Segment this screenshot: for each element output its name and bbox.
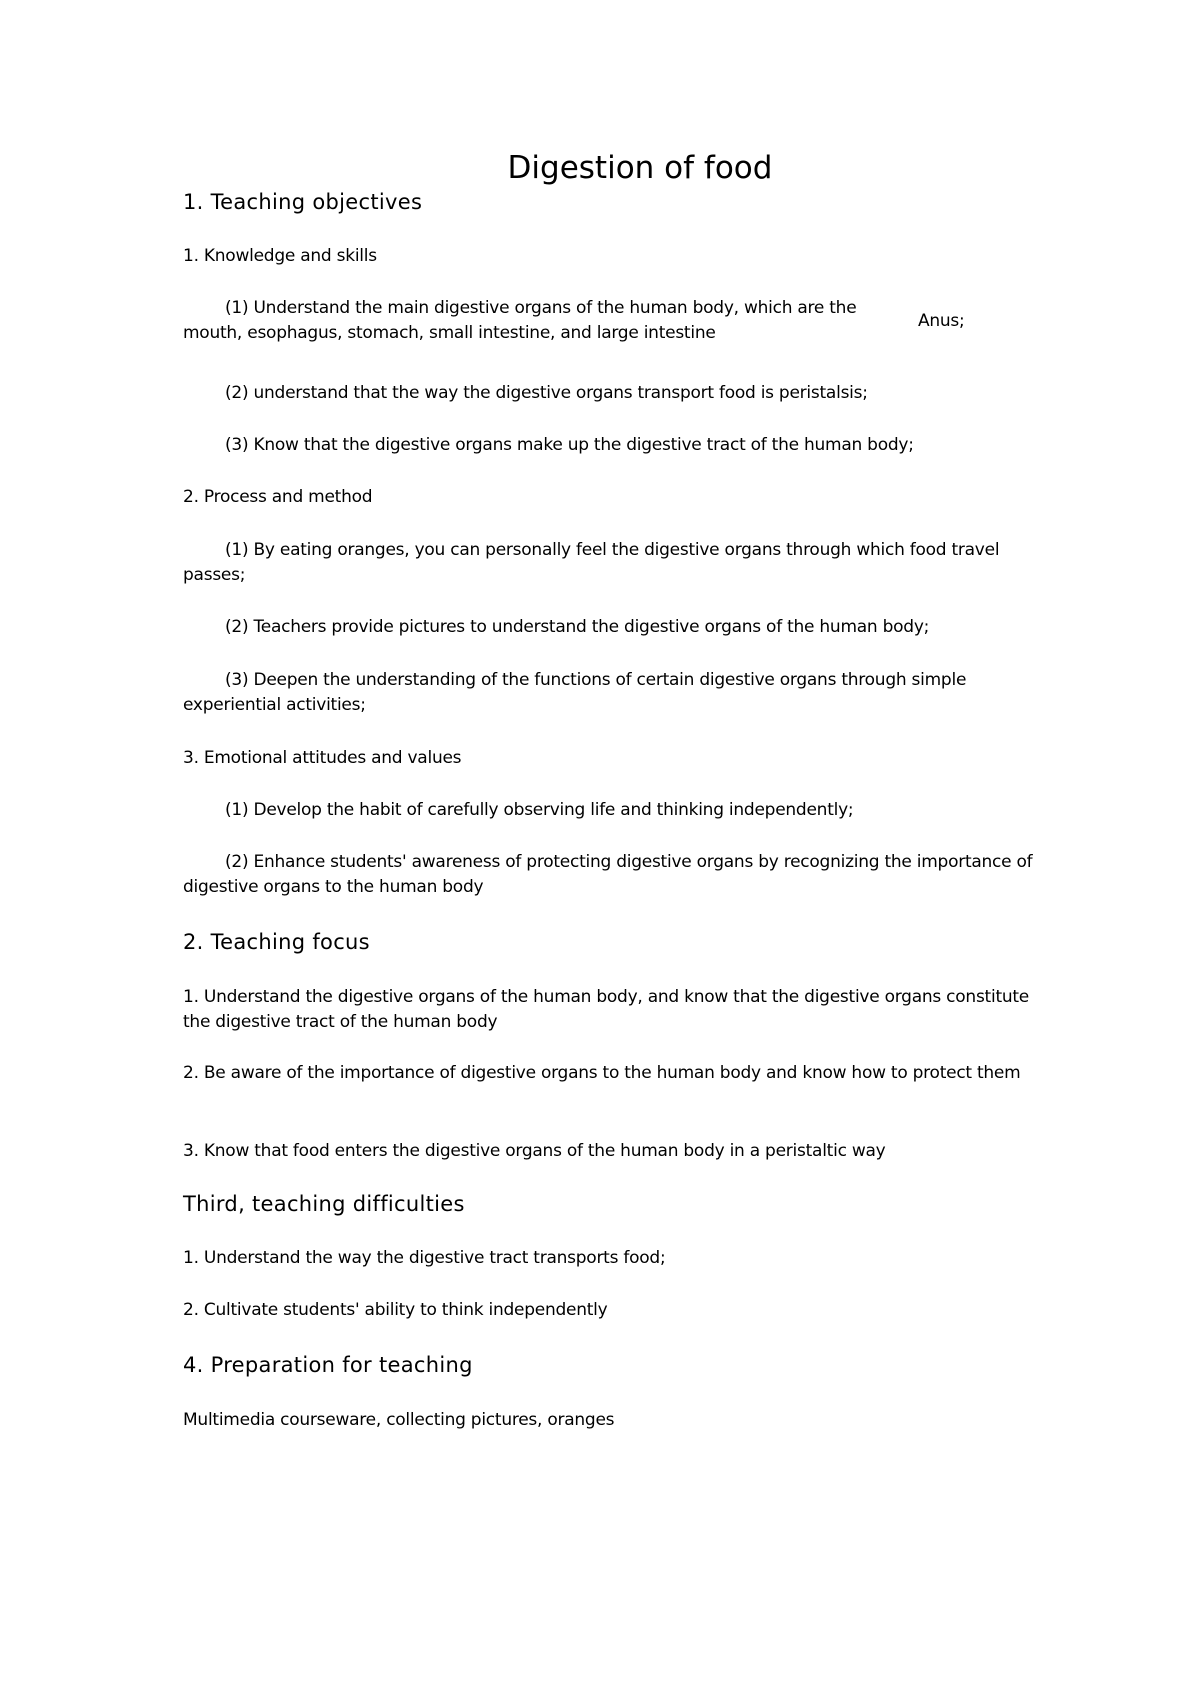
knowledge-side-note: Anus; — [918, 311, 965, 331]
section-heading-focus: 2. Teaching focus — [183, 930, 370, 954]
process-item-2: (2) Teachers provide pictures to understand the digestive organs of the human body; — [225, 617, 930, 637]
emotion-item-2: (2) Enhance students' awareness of protecting digestive organs by recognizing the importance of digestive organs to the human body — [183, 852, 1033, 897]
process-item-1: (1) By eating oranges, you can personally feel the digestive organs through which food travel passes; — [183, 540, 1000, 585]
section-heading-objectives: 1. Teaching objectives — [183, 190, 423, 214]
subheading-process: 2. Process and method — [183, 487, 373, 507]
page-title: Digestion of food — [507, 150, 773, 186]
subheading-emotion: 3. Emotional attitudes and values — [183, 748, 462, 768]
section-heading-difficulties: Third, teaching difficulties — [183, 1192, 465, 1216]
knowledge-item-3: (3) Know that the digestive organs make up the digestive tract of the human body; — [225, 435, 914, 455]
preparation-text: Multimedia courseware, collecting pictures, oranges — [183, 1410, 615, 1430]
knowledge-item-2: (2) understand that the way the digestive organs transport food is peristalsis; — [225, 383, 868, 403]
difficulty-item-2: 2. Cultivate students' ability to think independently — [183, 1300, 608, 1320]
section-heading-preparation: 4. Preparation for teaching — [183, 1353, 473, 1377]
knowledge-item-1: (1) Understand the main digestive organs of the human body, which are the mouth, esophagus, stomach, small intestine, and large intestine — [183, 298, 857, 343]
focus-item-1: 1. Understand the digestive organs of the human body, and know that the digestive organs constitute the digestive tract of the human body — [183, 987, 1030, 1032]
emotion-item-1: (1) Develop the habit of carefully observing life and thinking independently; — [225, 800, 854, 820]
focus-item-2: 2. Be aware of the importance of digestive organs to the human body and know how to protect them — [183, 1063, 1021, 1083]
focus-item-3: 3. Know that food enters the digestive organs of the human body in a peristaltic way — [183, 1141, 886, 1161]
difficulty-item-1: 1. Understand the way the digestive tract transports food; — [183, 1248, 666, 1268]
subheading-knowledge: 1. Knowledge and skills — [183, 246, 377, 266]
process-item-3: (3) Deepen the understanding of the functions of certain digestive organs through simple experiential activities; — [183, 670, 967, 715]
